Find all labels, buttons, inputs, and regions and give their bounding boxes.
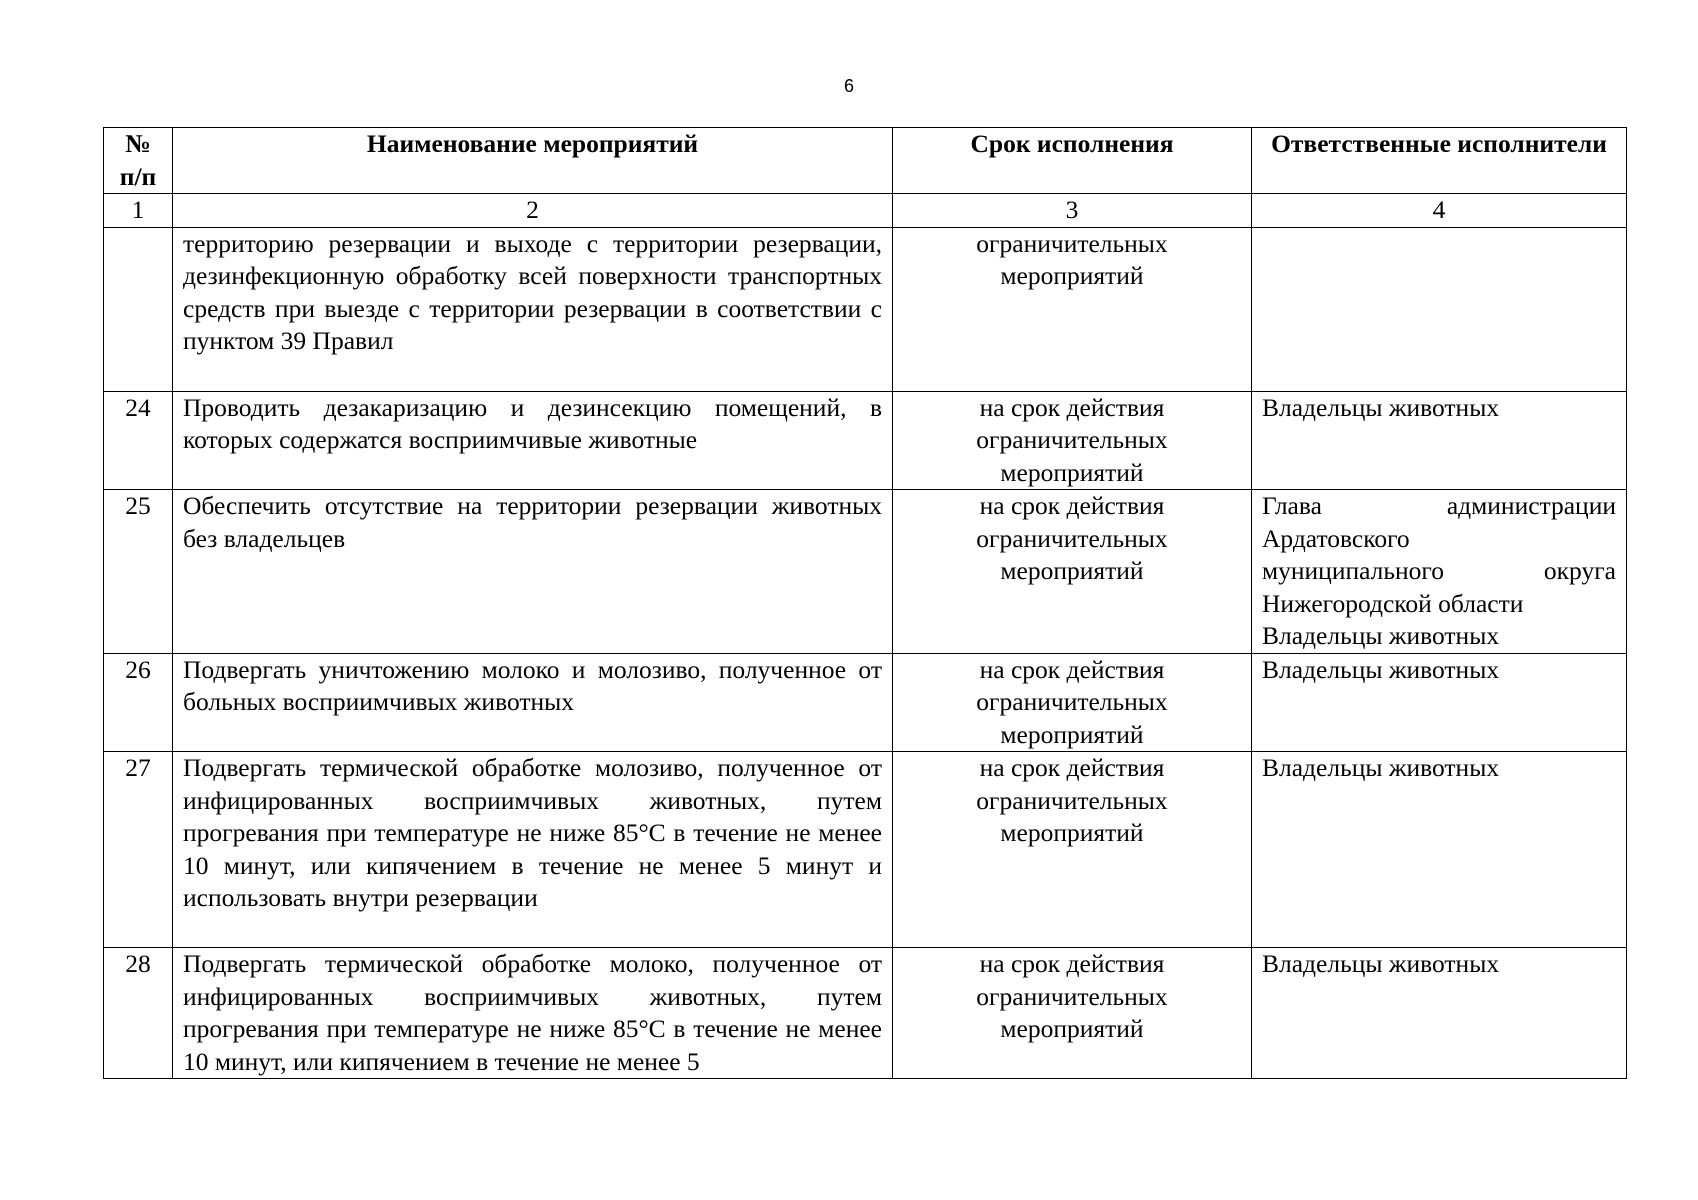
table-row — [104, 490, 1627, 654]
responsible-line: Владельцы животных — [1262, 621, 1500, 650]
column-numbering-row — [104, 194, 1627, 228]
table-row — [104, 227, 1627, 391]
table-row — [104, 752, 1627, 948]
row-number: 27 — [104, 752, 173, 948]
row-number: 28 — [104, 948, 173, 1079]
table-row — [104, 391, 1627, 490]
table-row — [104, 948, 1627, 1079]
row-term: на срок действия ограничительных мероприятий — [893, 391, 1252, 490]
row-responsible: Владельцы животных — [1252, 948, 1627, 1079]
row-number: 26 — [104, 653, 173, 752]
table-header-row — [104, 128, 1627, 194]
row-responsible — [1252, 227, 1627, 391]
responsible-line: муниципального округа — [1262, 556, 1616, 585]
row-responsible: Владельцы животных — [1252, 653, 1627, 752]
header-responsible: Ответственные исполнители — [1252, 128, 1627, 194]
row-term: на срок действия ограничительных мероприятий — [893, 752, 1252, 948]
row-responsible: Владельцы животных — [1252, 391, 1627, 490]
row-description: Обеспечить отсутствие на территории резервации животных без владельцев — [173, 490, 893, 654]
responsible-line: Ардатовского — [1262, 523, 1410, 553]
page-number: 6 — [843, 76, 854, 96]
row-term: ограничительных мероприятий — [893, 227, 1252, 391]
table-row — [104, 653, 1627, 752]
row-description: территорию резервации и выходе с территории резервации, дезинфекционную обработку всей поверхности транспортных средств при выезде с территории резервации в соответствии с пунктом 39 Правил — [173, 227, 893, 391]
column-number: 3 — [893, 194, 1252, 228]
row-term: на срок действия ограничительных мероприятий — [893, 653, 1252, 752]
row-description: Подвергать термической обработке молозиво, полученное от инфицированных восприимчивых животных, путем прогревания при температуре не ниже 85°С в течение не менее 10 минут, или кипячением в течение не менее 5 минут и использовать внутри резервации — [173, 752, 893, 948]
header-num: № п/п — [104, 128, 173, 194]
row-description: Проводить дезакаризацию и дезинсекцию помещений, в которых содержатся восприимчивые животные — [173, 391, 893, 490]
row-description: Подвергать уничтожению молоко и молозиво, полученное от больных восприимчивых животных — [173, 653, 893, 752]
column-number: 1 — [104, 194, 173, 228]
column-number: 2 — [173, 194, 893, 228]
header-name: Наименование мероприятий — [173, 128, 893, 194]
column-number: 4 — [1252, 194, 1627, 228]
row-responsible — [1252, 490, 1627, 654]
row-number — [104, 227, 173, 391]
row-number: 25 — [104, 490, 173, 654]
row-term: на срок действия ограничительных мероприятий — [893, 948, 1252, 1079]
measures-table — [103, 127, 1627, 1079]
row-term: на срок действия ограничительных мероприятий — [893, 490, 1252, 654]
row-number: 24 — [104, 391, 173, 490]
row-responsible: Владельцы животных — [1252, 752, 1627, 948]
row-description: Подвергать термической обработке молоко, полученное от инфицированных восприимчивых животных, путем прогревания при температуре не ниже 85°С в течение не менее 10 минут, или кипячением в течение не менее 5 — [173, 948, 893, 1079]
responsible-line: Нижегородской области — [1262, 588, 1524, 618]
responsible-line: Глава администрации — [1262, 491, 1616, 520]
header-term: Срок исполнения — [893, 128, 1252, 194]
